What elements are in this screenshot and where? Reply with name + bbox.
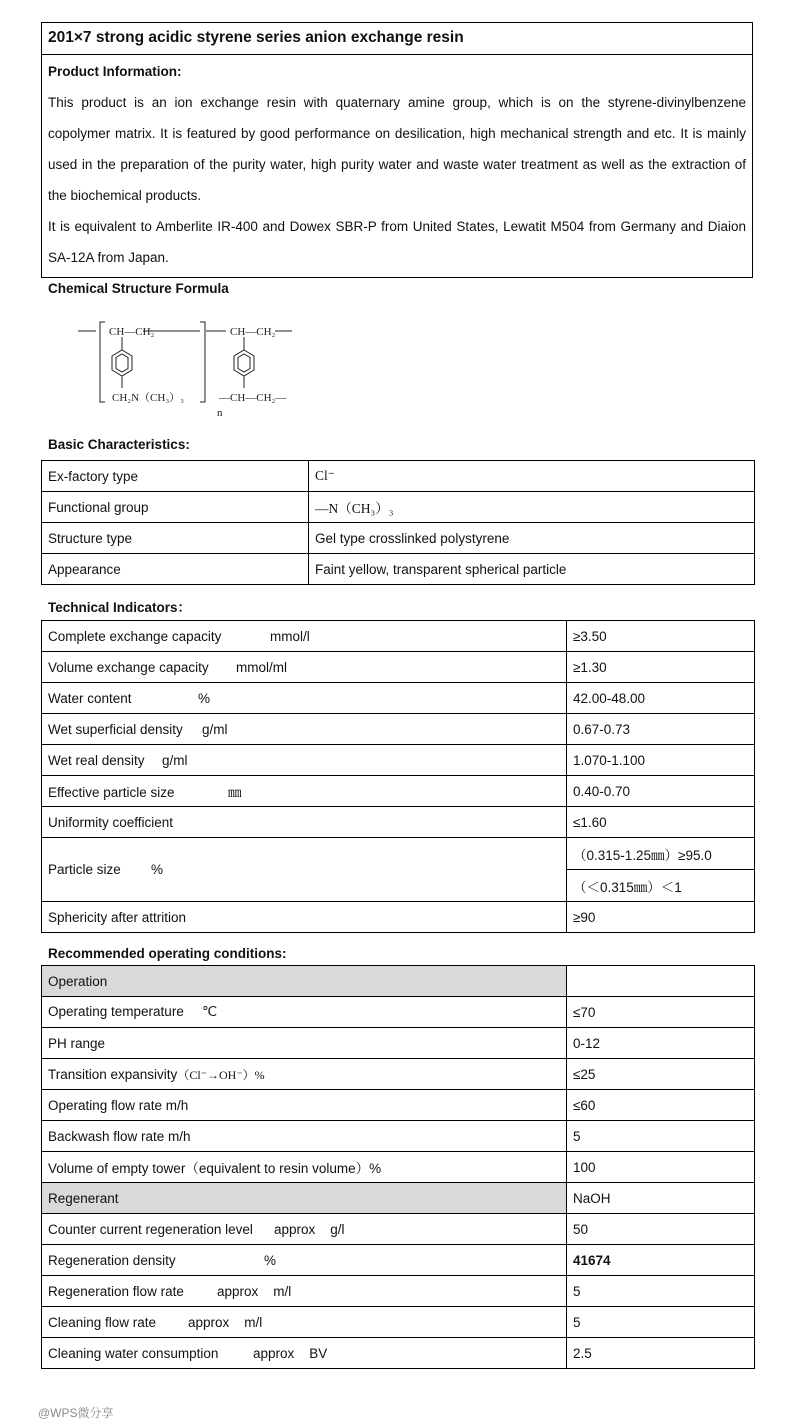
op-value: ≤25 [567,1059,755,1090]
table-row [42,1028,755,1059]
op-value: 0-12 [567,1028,755,1059]
tech-value: 1.070-1.100 [567,745,755,776]
basic-label: Functional group [42,492,309,523]
struct-label-crosslink: —CH—CH₂— [219,392,287,404]
technical-heading: Technical Indicators： [48,600,192,615]
table-row [42,807,755,838]
watermark: @WPS微分享 [38,1406,114,1420]
op-label: Regeneration density [48,1252,176,1268]
tech-label: Water content [48,690,132,706]
op-label: Operation [42,966,567,997]
table-row [42,838,755,870]
op-label: Cleaning flow rate [48,1314,157,1330]
table-row [42,1276,755,1307]
tech-value: （＜0.315㎜）＜1 [567,870,755,902]
op-value: 50 [567,1214,755,1245]
op-label: Backwash flow rate m/h [48,1128,191,1144]
operating-heading: Recommended operating conditions: [48,946,287,961]
technical-indicators-table [41,620,755,933]
op-value: NaOH [567,1183,755,1214]
table-row [42,1338,755,1369]
tech-unit: g/ml [162,752,188,768]
tech-label: Effective particle size [48,785,175,800]
basic-value: Gel type crosslinked polystyrene [309,523,755,554]
op-value: 5 [567,1121,755,1152]
op-label: Cleaning water consumption [48,1345,219,1361]
table-row [42,997,755,1028]
table-row [42,966,755,997]
tech-value: ≥3.50 [567,621,755,652]
basic-heading: Basic Characteristics: [48,437,190,452]
op-unit: （Cl⁻→OH⁻）% [177,1067,265,1082]
table-row [42,492,755,523]
struct-label-ch-ch2-left: CH—CH₂ [109,326,155,338]
op-label: Regeneration flow rate [48,1283,184,1299]
table-row [42,714,755,745]
tech-label: Wet superficial density [48,721,183,737]
chemical-structure-diagram [78,314,308,424]
op-value: 41674 [567,1245,755,1276]
op-label: Regenerant [48,1190,119,1206]
table-row [42,776,755,807]
table-row [42,683,755,714]
basic-characteristics-table [41,460,755,585]
basic-label: Appearance [42,554,309,585]
table-row [42,621,755,652]
tech-unit: mmol/l [270,628,310,644]
tech-value: 0.40-0.70 [567,776,755,807]
document-title: 201×7 strong acidic styrene series anion exchange resin [42,23,752,55]
op-label: Operating temperature [48,1004,184,1019]
op-value [567,966,755,997]
op-value: 5 [567,1276,755,1307]
tech-label: Sphericity after attrition [42,902,567,933]
tech-value: ≥90 [567,902,755,933]
op-value: ≤60 [567,1090,755,1121]
op-label: Volume of empty tower（equivalent to resin volume）% [48,1161,382,1176]
product-info-paragraph-1: This product is an ion exchange resin with quaternary amine group, which is on the styrene-divinylbenzene copolymer matrix. It is featured by good performance on desilication, high mechanical strength and etc. It is mainly used in the preparation of the purity water, high purity water and waste water treatment as well as the extraction of the biochemical products. [48,95,746,203]
op-label: PH range [48,1035,106,1051]
product-info-box [41,22,753,278]
basic-value: —N（CH₃）₃ [309,492,755,523]
tech-value: 42.00-48.00 [567,683,755,714]
table-row [42,554,755,585]
table-row [42,1214,755,1245]
product-info [42,55,752,277]
tech-unit: ㎜ [228,785,242,800]
table-row [42,745,755,776]
tech-label: Complete exchange capacity [48,628,222,644]
table-row [42,1183,755,1214]
op-unit: ℃ [202,1004,218,1019]
table-row [42,1090,755,1121]
op-value: ≤70 [567,997,755,1028]
op-value: 100 [567,1152,755,1183]
tech-value: （0.315-1.25㎜）≥95.0 [567,838,755,870]
table-row [42,1245,755,1276]
basic-label: Structure type [42,523,309,554]
basic-label: Ex-factory type [42,461,309,492]
struct-label-n: n [217,407,223,419]
table-row [42,1307,755,1338]
chem-structure-heading: Chemical Structure Formula [48,281,229,296]
op-unit: approx m/l [217,1283,292,1299]
struct-label-amine: CH₂N（CH₃）₃ [112,392,185,404]
op-label: Transition expansivity [48,1066,178,1082]
table-row [42,902,755,933]
product-info-paragraph-2: It is equivalent to Amberlite IR-400 and Dowex SBR-P from United States, Lewatit M504 from Germany and Diaion SA-12A from Japan. [48,219,746,265]
struct-label-ch-ch2-right: CH—CH₂ [230,326,276,338]
table-row [42,523,755,554]
table-row [42,1059,755,1090]
op-value: 2.5 [567,1338,755,1369]
tech-label: Volume exchange capacity [48,659,209,675]
op-label: Counter current regeneration level [48,1221,253,1237]
tech-unit: mmol/ml [236,659,287,675]
table-row [42,1121,755,1152]
tech-unit: g/ml [202,721,228,737]
tech-label: Wet real density [48,752,145,768]
op-label: Operating flow rate m/h [48,1097,189,1113]
tech-unit: % [151,862,164,877]
basic-value: Faint yellow, transparent spherical particle [309,554,755,585]
product-info-heading: Product Information: [48,64,182,79]
table-row [42,1152,755,1183]
op-unit: % [264,1252,277,1268]
op-value: 5 [567,1307,755,1338]
table-row [42,461,755,492]
op-unit: approx g/l [274,1221,345,1237]
tech-value: ≤1.60 [567,807,755,838]
tech-value: ≥1.30 [567,652,755,683]
op-unit: approx BV [253,1345,328,1361]
tech-label: Uniformity coefficient [48,814,174,830]
tech-unit: % [198,690,211,706]
op-unit: approx m/l [188,1314,263,1330]
tech-label: Particle size [48,862,121,877]
table-row [42,652,755,683]
operating-conditions-table [41,965,755,1369]
basic-value: Cl⁻ [309,461,755,492]
tech-value: 0.67-0.73 [567,714,755,745]
